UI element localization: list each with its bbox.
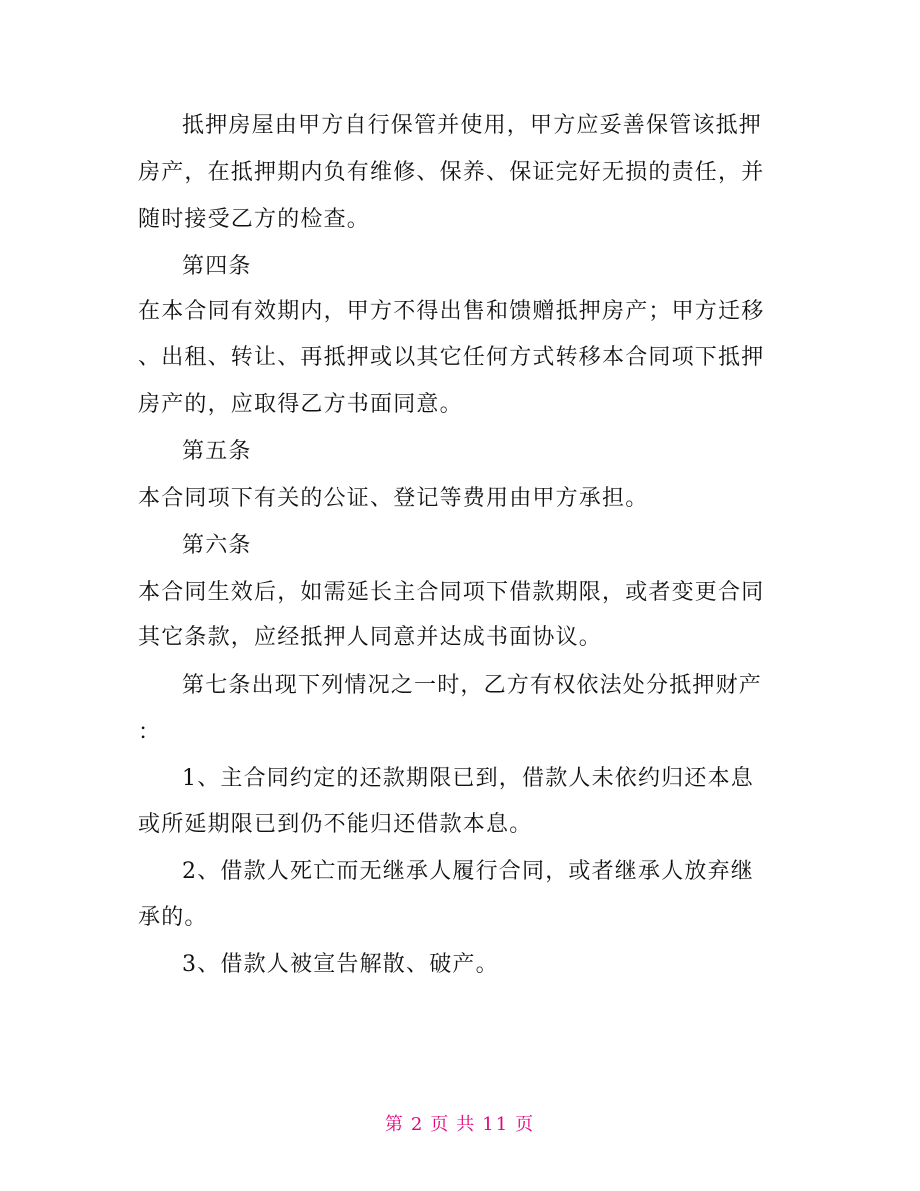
footer-label-unit: 页	[430, 1114, 451, 1135]
paragraph-line: 在本合同有效期内，甲方不得出售和馈赠抵押房产；甲方迁移	[138, 299, 765, 324]
article-heading: 第四条	[182, 254, 252, 279]
footer-label-page: 第	[384, 1114, 405, 1135]
list-item: 3、借款人被宣告解散、破产。	[182, 952, 499, 977]
paragraph-line: 抵押房屋由甲方自行保管并使用，甲方应妥善保管该抵押	[182, 113, 763, 138]
paragraph-line: 房产，在抵押期内负有维修、保养、保证完好无损的责任，并	[138, 160, 765, 185]
article-heading: 第六条	[182, 533, 252, 558]
paragraph-line: 本合同项下有关的公证、登记等费用由甲方承担。	[138, 486, 649, 511]
paragraph-line: 其它条款，应经抵押人同意并达成书面协议。	[138, 625, 603, 650]
list-item-continuation: 承的。	[138, 905, 208, 930]
total-pages-number: 11	[482, 1114, 510, 1135]
paragraph-line: 房产的，应取得乙方书面同意。	[138, 392, 463, 417]
list-item: 2、借款人死亡而无继承人履行合同，或者继承人放弃继	[182, 859, 754, 884]
footer-label-unit-2: 页	[515, 1114, 536, 1135]
paragraph-line: ：	[138, 720, 162, 745]
list-item: 1、主合同约定的还款期限已到，借款人未依约归还本息	[182, 766, 754, 791]
article-heading: 第七条出现下列情况之一时，乙方有权依法处分抵押财产	[182, 673, 763, 698]
paragraph-line: 、出租、转让、再抵押或以其它任何方式转移本合同项下抵押	[138, 345, 765, 370]
paragraph-line: 随时接受乙方的检查。	[138, 207, 371, 232]
footer-label-total: 共	[456, 1114, 477, 1135]
current-page-number: 2	[410, 1114, 425, 1135]
paragraph-line: 本合同生效后，如需延长主合同项下借款期限，或者变更合同	[138, 580, 765, 605]
list-item-continuation: 或所延期限已到仍不能归还借款本息。	[138, 812, 533, 837]
page-number-footer	[0, 1112, 920, 1138]
article-heading: 第五条	[182, 439, 252, 464]
